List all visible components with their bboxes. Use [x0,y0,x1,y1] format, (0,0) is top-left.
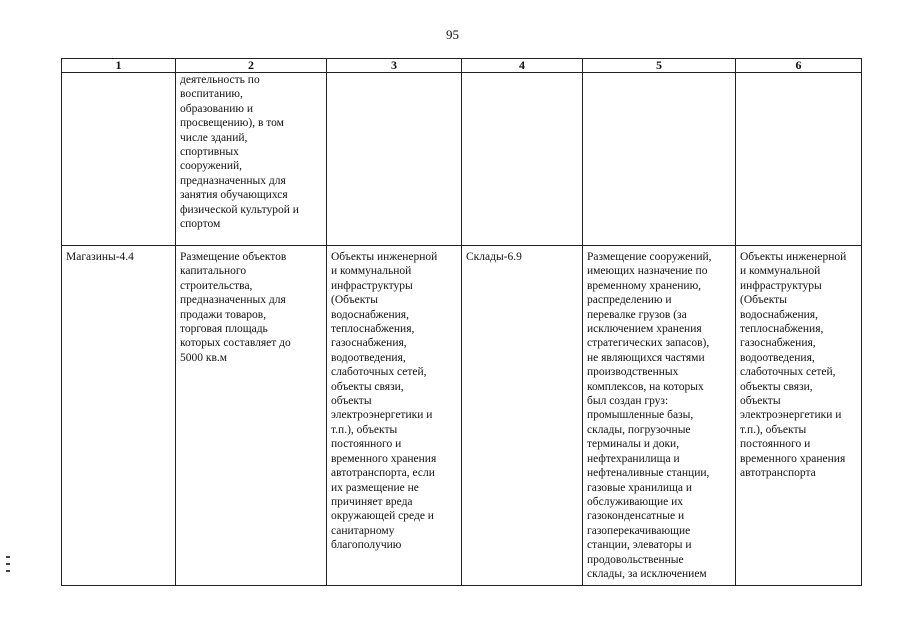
table-cell [62,73,176,246]
table-cell [736,73,862,246]
table-cell [583,73,736,246]
table-cell [736,246,862,586]
zoning-table [61,58,862,586]
table-cell [176,73,327,246]
scan-mark [6,570,10,572]
scan-mark [6,563,10,565]
table-cell [327,73,462,246]
column-header-5: 5 [583,59,736,73]
cell-text: Склады-6.9 [466,251,522,263]
table-cell [583,246,736,586]
cell-text: Размещение объектов капитального строительства, предназначенных для продажи товаров, торговая площадь которых составляет до 5000 кв.м [180,251,291,364]
table-cell [462,246,583,586]
table-row-continuation [62,73,862,246]
cell-text: Магазины-4.4 [66,251,134,263]
table-header-row [62,59,862,73]
table-cell [62,246,176,586]
column-header-4: 4 [462,59,583,73]
table-cell [462,73,583,246]
scan-mark [6,556,10,558]
table-row-shops [62,246,862,586]
table-cell [327,246,462,586]
cell-text: Объекты инженерной и коммунальной инфраструктуры (Объекты водоснабжения, теплоснабжения, газоснабжения, водоотведения, слаботочных сетей, объекты связи, объекты электроэнергетики и т.п.), объекты постоянного и временного хранения автотранспорта, если их размещение не причиняет вреда окружающей среде и санитарному благополучию [331,251,438,552]
cell-text: Объекты инженерной и коммунальной инфраструктуры (Объекты водоснабжения, теплоснабжения, газоснабжения, водоотведения, слаботочных сетей, объекты связи, объекты электроэнергетики и т.п.), объекты постоянного и временного хранения автотранспорта [740,251,847,480]
column-header-2: 2 [176,59,327,73]
cell-text: деятельность по воспитанию, образованию и просвещению), в том числе зданий, спортивных сооружений, предназначенных для занятия обучающихся физической культурой и спортом [180,74,299,231]
column-header-6: 6 [736,59,862,73]
page-number: 95 [446,27,459,42]
cell-text: Размещение сооружений, имеющих назначение по временному хранению, распределению и перевалке грузов (за исключением хранения стратегических запасов), не являющихся частями производственных комплексов, на которых был создан груз: промышленные базы, склады, погрузочные терминалы и доки, нефтехранилища и нефтеналивные станции, газовые хранилища и обслуживающие их газоконденсатные и газоперекачивающие станции, элеваторы и продовольственные склады, за исключением [587,251,712,580]
column-header-1: 1 [62,59,176,73]
scan-margin-marks [6,556,10,577]
column-header-3: 3 [327,59,462,73]
table-cell [176,246,327,586]
